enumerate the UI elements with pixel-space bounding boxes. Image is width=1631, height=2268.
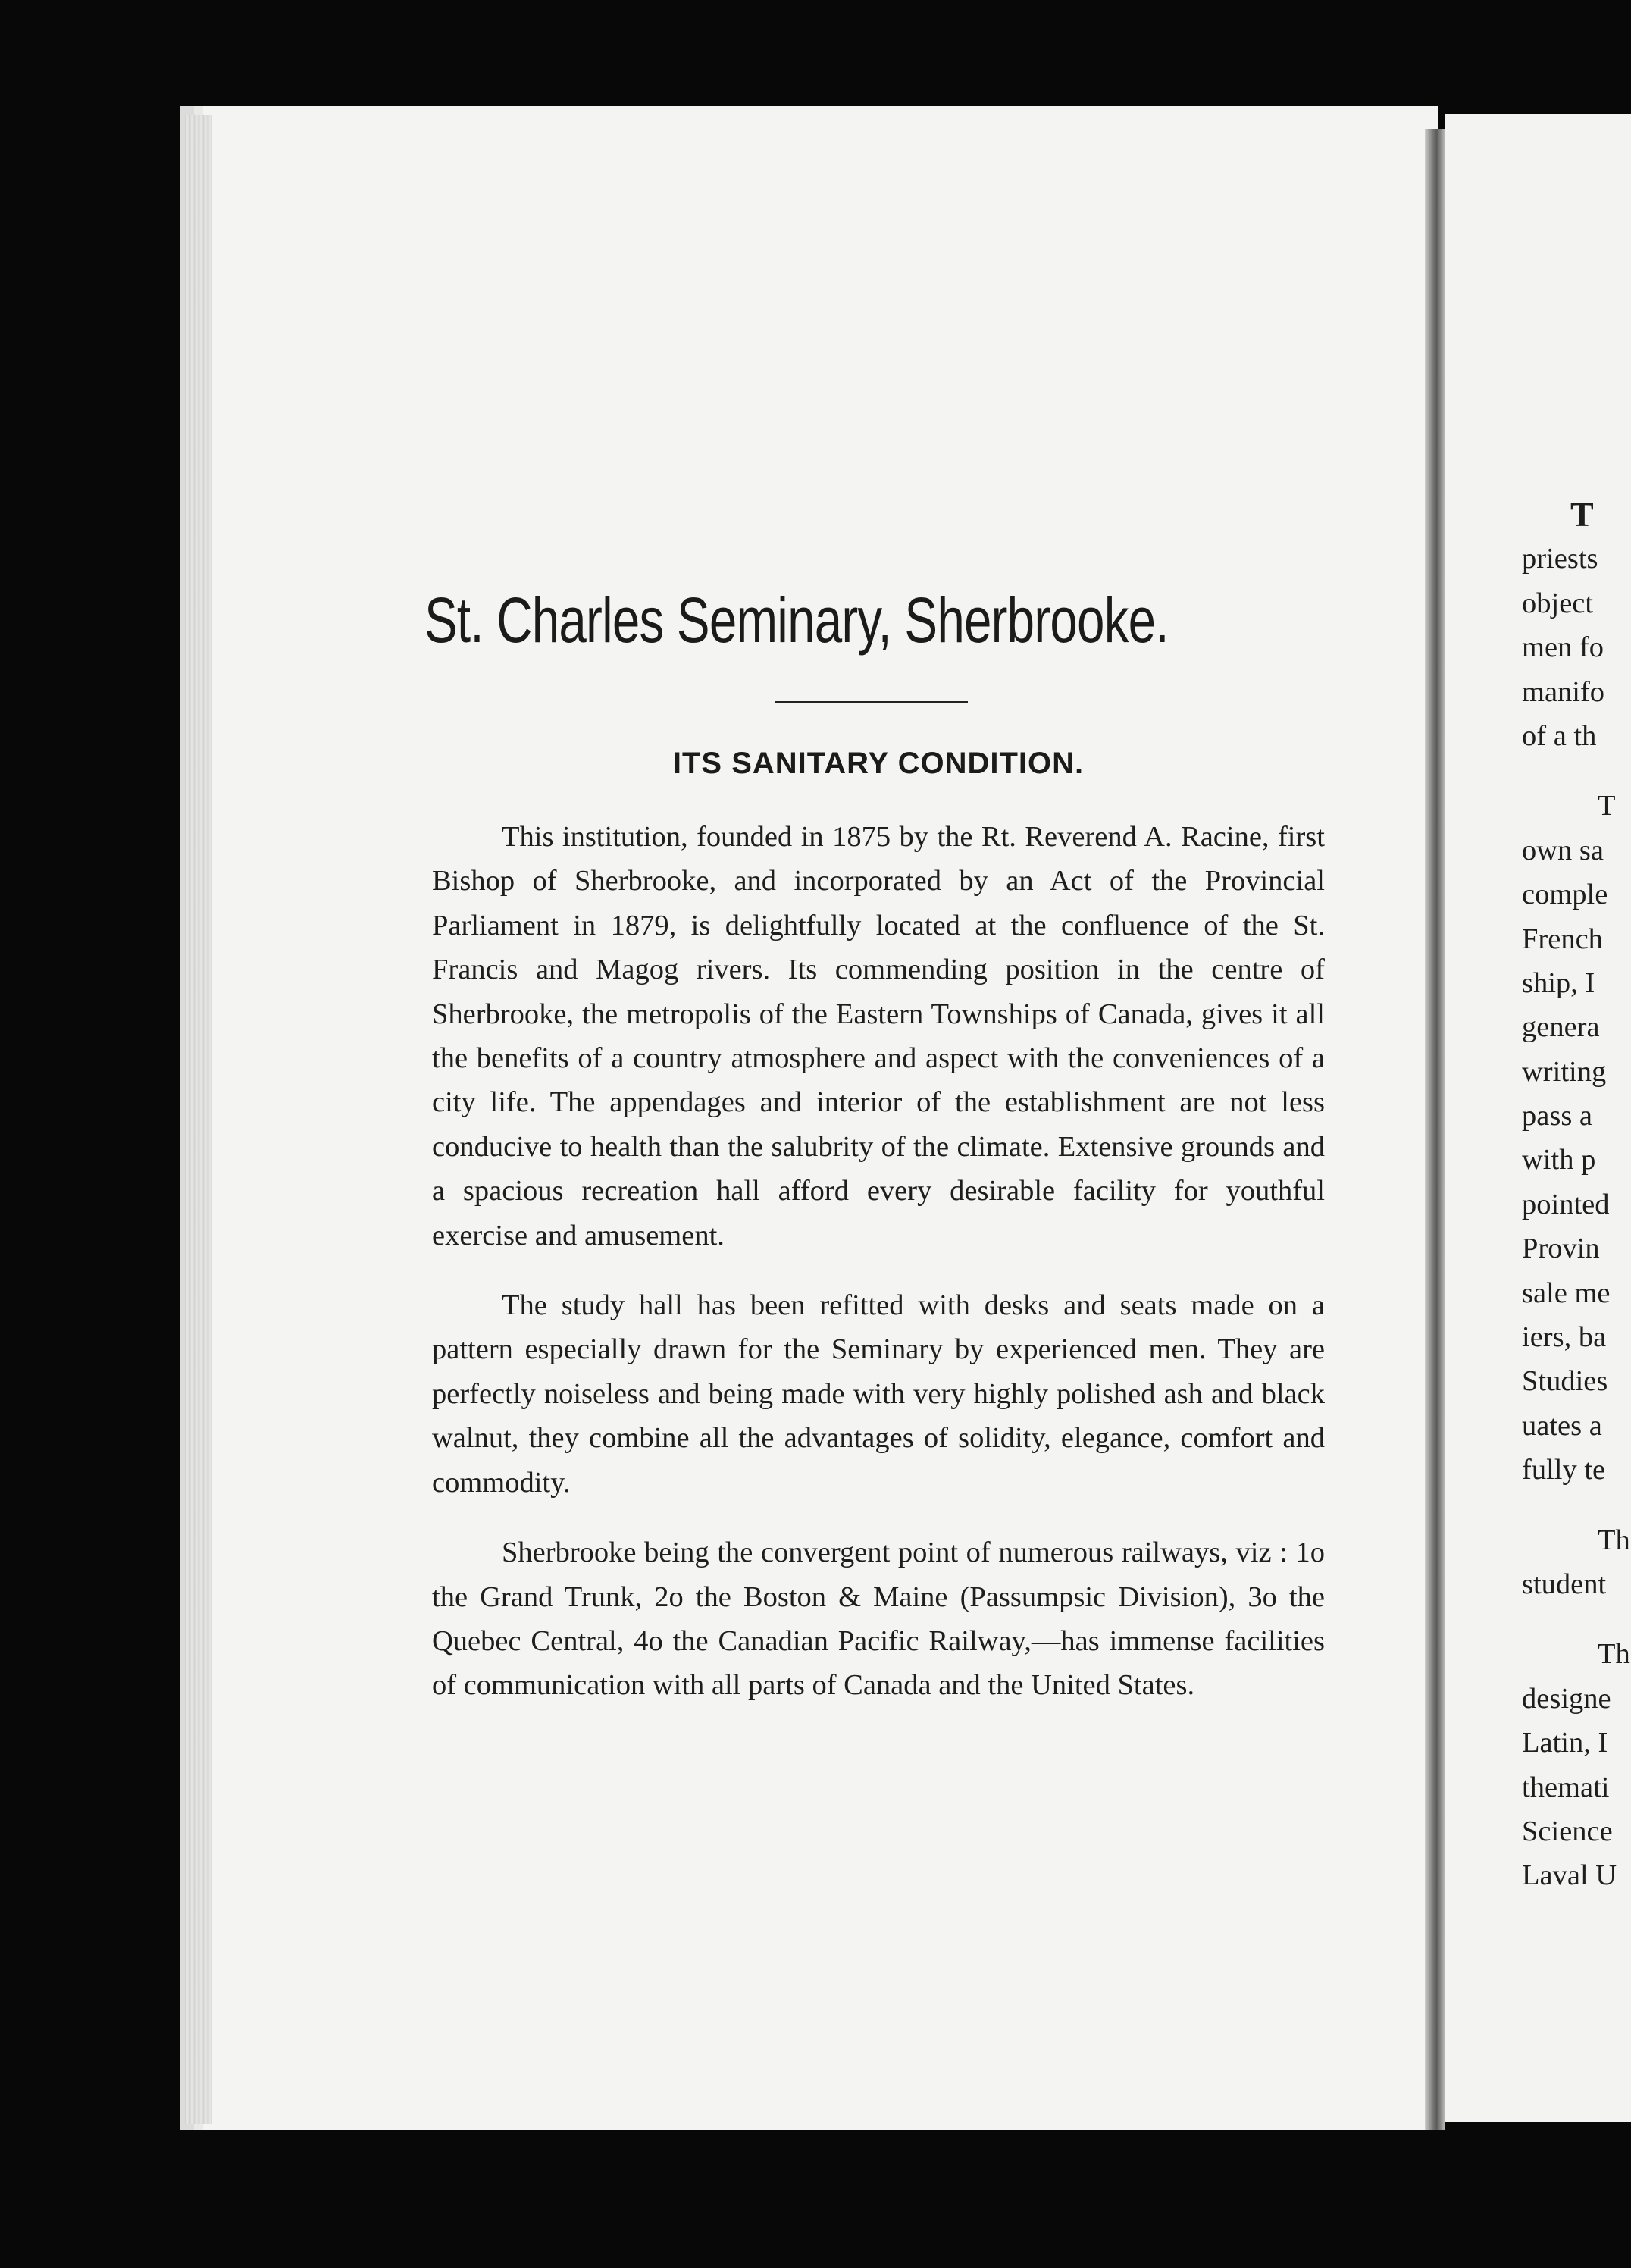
right-line: with p	[1522, 1144, 1596, 1176]
right-line: Th	[1598, 1638, 1630, 1671]
right-line: uates a	[1522, 1409, 1602, 1442]
page-edges	[185, 115, 212, 2124]
body-text	[432, 815, 1325, 1734]
right-line: Science	[1522, 1815, 1613, 1847]
right-line: Latin, I	[1522, 1727, 1608, 1759]
right-line: T	[1598, 790, 1616, 822]
right-line: student	[1522, 1568, 1607, 1600]
right-page-text	[1522, 493, 1631, 1898]
paragraph: Sherbrooke being the convergent point of numerous railways, viz : 1o the Grand Trunk, 2o the Boston & Maine (Passumpsic Division), 3o the Quebec Central, 4o the Canadian Pacific Railway,—has immense facilities of communication with all parts of Canada and the United States.	[432, 1537, 1325, 1702]
right-line: designe	[1522, 1682, 1611, 1715]
title-rule	[775, 701, 968, 703]
right-line: Studies	[1522, 1365, 1608, 1398]
right-line: genera	[1522, 1011, 1600, 1044]
paragraph: The study hall has been refitted with desks and seats made on a pattern especially drawn for the Seminary by experienced men. They are perfectly noiseless and being made with very highly polished ash and black walnut, they combine all the advantages of solidity, elegance, comfort and commodity.	[432, 1289, 1325, 1499]
right-line: pass a	[1522, 1100, 1593, 1132]
paragraph: This institution, founded in 1875 by the Rt. Reverend A. Racine, first Bishop of Sherbrooke, and incorporated by an Act of the Provincial Parliament in 1879, is delightfully located at the confluence of the St. Francis and Magog rivers. Its commending position in the centre of Sherbrooke, the metropolis of the Eastern Townships of Canada, gives it all the benefits of a country atmosphere and aspect with the conveniences of a city life. The appendages and interior of the establishment are not less conducive to health than the salubrity of the climate. Extensive grounds and a spacious recreation hall afford every desirable facility for youthful exercise and amusement.	[432, 821, 1325, 1251]
right-line: comple	[1522, 879, 1608, 911]
right-line: iers, ba	[1522, 1321, 1607, 1354]
right-gap	[1522, 1606, 1631, 1632]
page-title: St. Charles Seminary, Sherbrooke.	[424, 584, 1169, 656]
right-line: T	[1570, 495, 1594, 534]
right-gap	[1522, 1493, 1631, 1518]
right-line: Provin	[1522, 1233, 1600, 1265]
right-line: Laval U	[1522, 1859, 1617, 1892]
right-line: ship, I	[1522, 966, 1595, 999]
right-line: of a th	[1522, 719, 1597, 752]
right-line: pointed	[1522, 1188, 1610, 1220]
right-line: object	[1522, 587, 1594, 619]
right-line: themati	[1522, 1771, 1610, 1803]
right-line: French	[1522, 923, 1603, 955]
right-line: sale me	[1522, 1277, 1611, 1309]
right-line: own sa	[1522, 834, 1604, 866]
right-line: manifo	[1522, 675, 1605, 708]
section-heading: ITS SANITARY CONDITION.	[672, 747, 1085, 780]
right-line: Th	[1598, 1524, 1630, 1556]
right-line: writing	[1522, 1055, 1607, 1088]
right-line: priests	[1522, 543, 1598, 575]
right-gap	[1522, 758, 1631, 784]
book-gutter	[1425, 129, 1445, 2130]
right-line: men fo	[1522, 631, 1604, 664]
right-line: fully te	[1522, 1454, 1606, 1486]
